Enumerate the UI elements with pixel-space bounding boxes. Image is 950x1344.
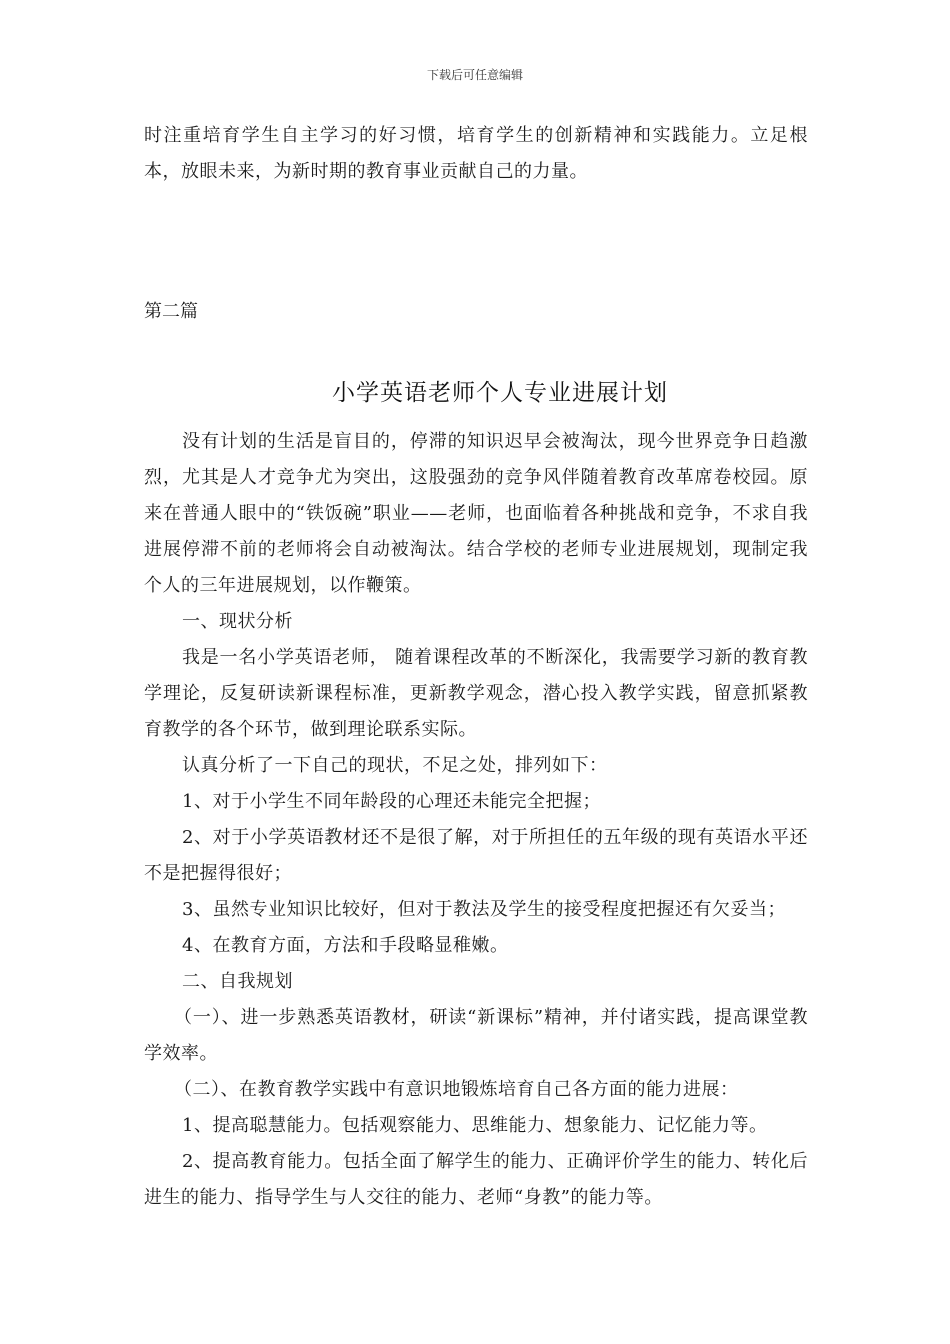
list-item-2: 2、对于小学英语教材还不是很了解，对于所担任的五年级的现有英语水平还不是把握得很好； [144,827,808,884]
intro-block [144,118,808,190]
paragraph-status: 我是一名小学英语老师， 随着课程改革的不断深化，我需要学习新的教育教学理论，反复研读新课程标准，更新教学观念，潜心投入教学实践，留意抓紧教育教学的各个环节，做到理论联系实际。 [144,647,808,740]
ability-item-1: 1、提高聪慧能力。包括观察能力、思维能力、想象能力、记忆能力等。 [182,1115,768,1136]
document-title: 小学英语老师个人专业进展计划 [332,380,668,406]
intro-paragraph: 时注重培育学生自主学习的好习惯，培育学生的创新精神和实践能力。立足根本，放眼未来，为新时期的教育事业贡献自己的力量。 [144,125,808,182]
list-item-1: 1、对于小学生不同年龄段的心理还未能完全把握； [182,791,601,812]
list-item-3: 3、虽然专业知识比较好，但对于教法及学生的接受程度把握还有欠妥当； [182,899,786,920]
section-block [144,294,808,330]
ability-item-2: 2、提高教育能力。包括全面了解学生的能力、正确评价学生的能力、转化后进生的能力、指导学生与人交往的能力、老师“身教”的能力等。 [144,1151,808,1208]
body-text [144,424,808,1216]
list-item-4: 4、在教育方面，方法和手段略显稚嫩。 [182,935,509,956]
plan-item-two: （二）、在教育教学实践中有意识地锻炼培育自己各方面的能力进展： [174,1079,739,1100]
paragraph-intro: 没有计划的生活是盲目的，停滞的知识迟早会被淘汰，现今世界竞争日趋激烈，尤其是人才竞争尤为突出，这股强劲的竞争风伴随着教育改革席卷校园。原来在普通人眼中的“铁饭碗”职业——老师，也面临着各种挑战和竞争，不求自我进展停滞不前的老师将会自动被淘汰。结合学校的老师专业进展规划，现制定我个人的三年进展规划，以作鞭策。 [144,431,808,596]
heading-self-plan: 二、自我规划 [182,971,293,992]
header-note: 下载后可任意编辑 [426,68,523,82]
plan-item-one: （一）、进一步熟悉英语教材，研读“新课标”精神，并付诸实践，提高课堂教学效率。 [144,1007,808,1064]
heading-status-analysis: 一、现状分析 [182,611,293,632]
section-label: 第二篇 [144,301,198,322]
paragraph-shortcomings: 认真分析了一下自己的现状，不足之处，排列如下： [182,755,608,776]
